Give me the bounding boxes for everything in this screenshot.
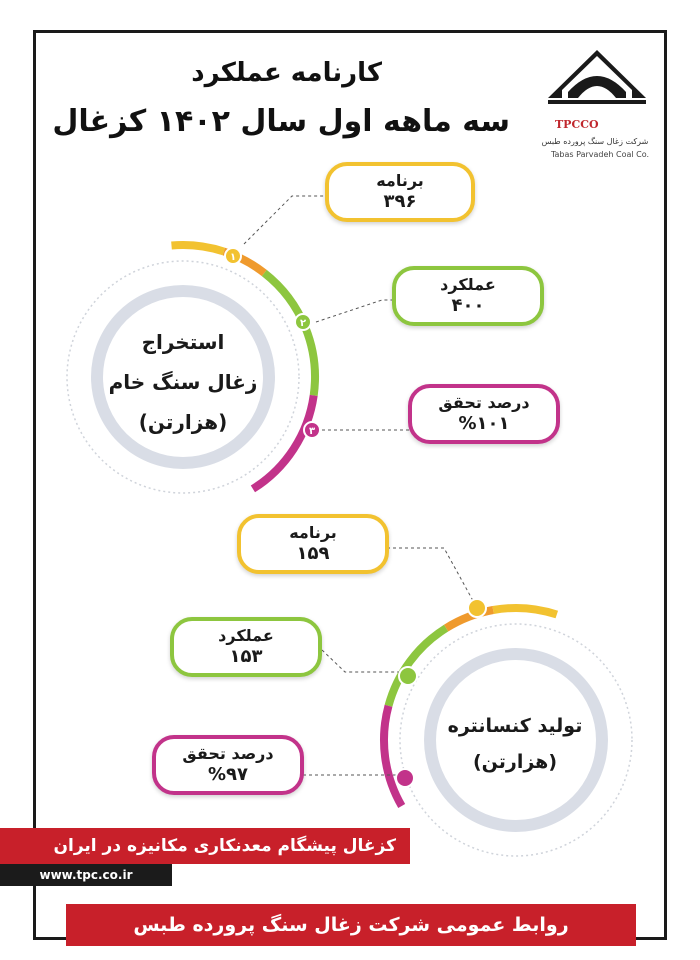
connector-performance-1 <box>316 300 395 322</box>
arc2-segment-yellow <box>493 608 557 614</box>
concentrate-achievement-label: درصد تحقق <box>182 744 274 763</box>
concentrate-achievement-value: %۹۷ <box>207 764 248 785</box>
page-subtitle: سه ماهه اول سال ۱۴۰۲ کزغال <box>52 104 510 139</box>
logo-abbreviation: TPCCO <box>555 118 599 131</box>
marker-plan-2 <box>468 599 486 617</box>
extraction-achievement-pill <box>408 384 560 444</box>
concentrate-performance-pill <box>170 617 322 677</box>
extraction-performance-value: ۴۰۰ <box>451 295 485 316</box>
extraction-performance-pill <box>392 266 544 326</box>
marker-3-number: ۳ <box>308 426 316 437</box>
page-title: کارنامه عملکرد <box>191 58 382 88</box>
concentrate-plan-value: ۱۵۹ <box>296 543 330 564</box>
extraction-plan-label: برنامه <box>376 171 424 190</box>
concentrate-achievement-pill <box>152 735 304 795</box>
concentrate-performance-label: عملکرد <box>218 626 274 645</box>
logo-name-english: Tabas Parvadeh Coal Co. <box>550 150 650 159</box>
concentrate-line-2: (هزارتن) <box>472 751 558 773</box>
extraction-achievement-value: %۱۰۱ <box>458 413 510 434</box>
connector-plan-2 <box>387 548 477 608</box>
arc2-segment-magenta <box>384 706 402 806</box>
slogan-band: کزغال پیشگام معدنکاری مکانیزه در ایران <box>0 828 410 864</box>
extraction-performance-label: عملکرد <box>440 275 496 294</box>
marker-performance-2 <box>399 667 417 685</box>
extraction-plan-value: ۳۹۶ <box>383 191 417 212</box>
concentrate-plan-pill <box>237 514 389 574</box>
connector-plan-1 <box>244 196 330 244</box>
footer-banner: روابط عمومی شرکت زغال سنگ پرورده طبس <box>66 904 636 946</box>
extraction-plan-pill <box>325 162 475 222</box>
concentrate-plan-label: برنامه <box>289 523 337 542</box>
concentrate-performance-value: ۱۵۳ <box>229 646 263 667</box>
marker-2-number: ۲ <box>299 318 307 329</box>
marker-1-number: ۱ <box>229 252 237 263</box>
arc-segment-yellow <box>172 245 224 251</box>
website-link[interactable]: www.tpc.co.ir <box>0 864 172 886</box>
extraction-achievement-label: درصد تحقق <box>438 393 530 412</box>
extraction-line-1: استخراج <box>141 330 225 354</box>
concentrate-line-1: تولید کنسانتره <box>447 715 583 737</box>
logo-name-persian: شرکت زغال سنگ پرورده طبس <box>541 137 649 146</box>
extraction-center-label <box>98 322 268 442</box>
extraction-line-3: (هزارتن) <box>138 410 228 434</box>
marker-achievement-2 <box>396 769 414 787</box>
extraction-line-2: زغال سنگ خام <box>108 370 258 394</box>
connector-performance-2 <box>322 650 408 672</box>
concentrate-center-label <box>420 708 610 780</box>
